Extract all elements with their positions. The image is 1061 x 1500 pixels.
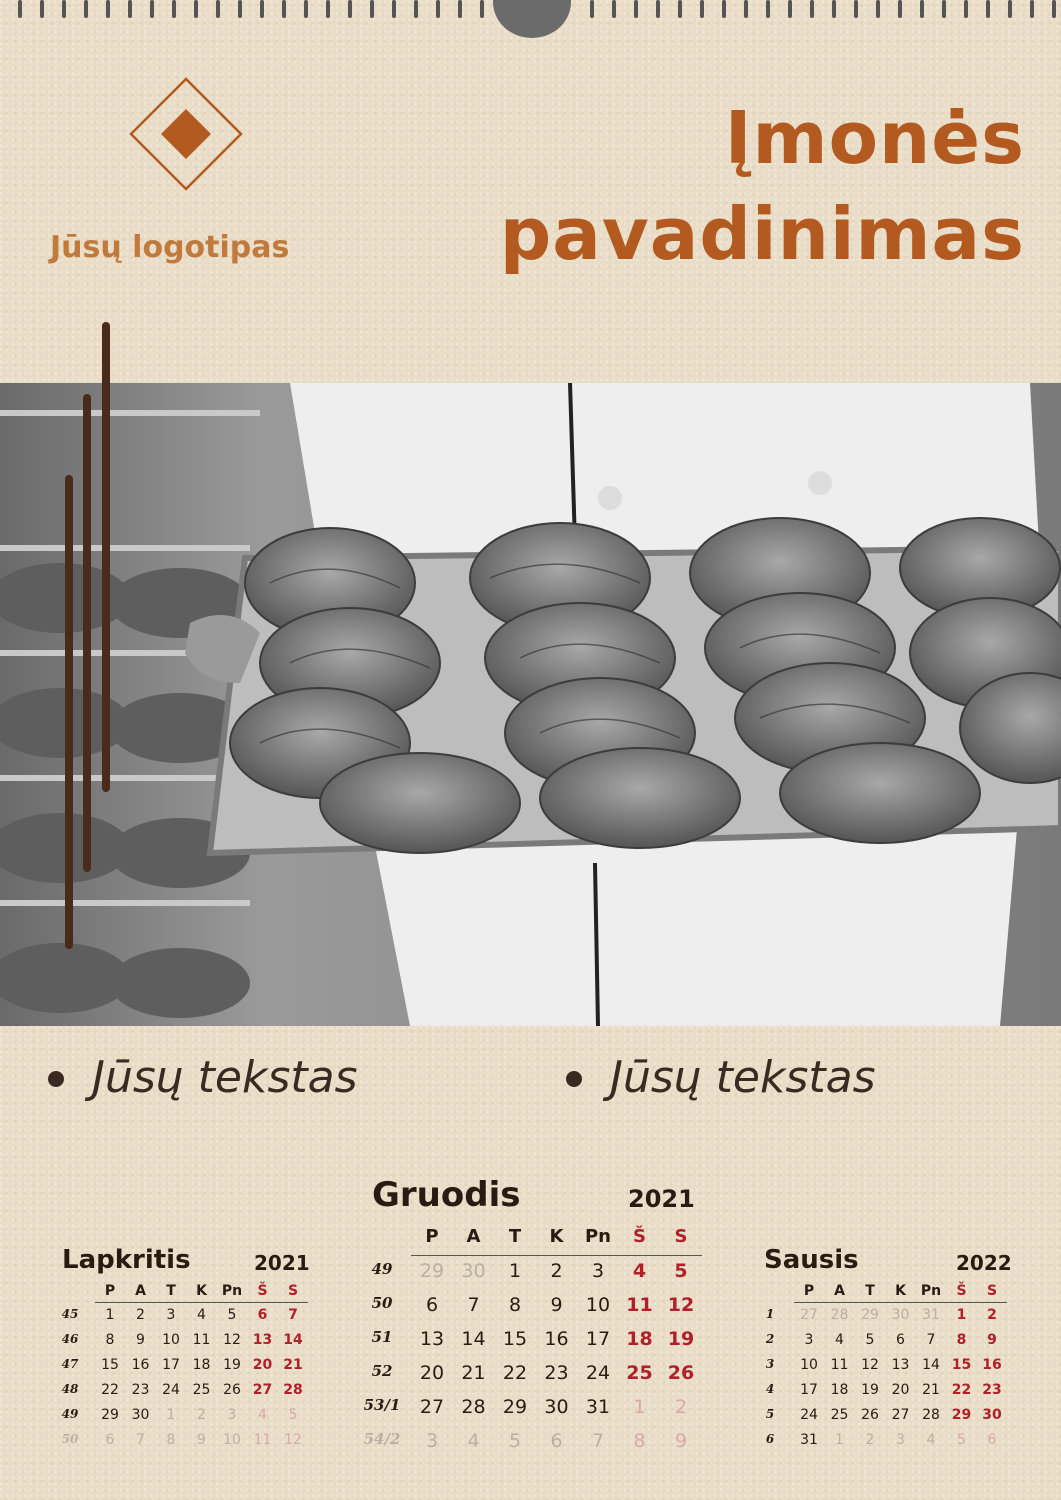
bullet-dot-1 — [48, 1071, 64, 1087]
day-cell: 2 — [550, 1260, 563, 1282]
day-cell: 5 — [227, 1307, 237, 1323]
week-number: 49 — [371, 1260, 393, 1278]
day-cell: 26 — [861, 1407, 879, 1423]
day-cell: 3 — [896, 1432, 905, 1448]
spiral-ring — [62, 0, 66, 18]
weekday-header: T — [166, 1283, 176, 1299]
day-cell: 7 — [926, 1332, 936, 1348]
day-cell: 31 — [585, 1396, 611, 1418]
spiral-ring — [744, 0, 748, 18]
week-number: 54/2 — [363, 1430, 401, 1448]
spiral-ring — [1030, 0, 1034, 18]
day-cell: 28 — [922, 1407, 940, 1423]
spiral-ring — [876, 0, 880, 18]
spiral-ring — [414, 0, 418, 18]
spiral-ring — [986, 0, 990, 18]
day-cell: 17 — [162, 1357, 180, 1373]
month-name: Sausis — [764, 1245, 859, 1275]
week-number: 1 — [765, 1307, 775, 1321]
week-number: 52 — [371, 1362, 393, 1380]
spiral-ring — [304, 0, 308, 18]
spiral-ring — [612, 0, 616, 18]
week-number: 47 — [61, 1357, 79, 1371]
day-cell: 10 — [585, 1294, 611, 1316]
spiral-ring — [854, 0, 858, 18]
day-cell: 27 — [419, 1396, 445, 1418]
day-cell: 4 — [467, 1430, 480, 1452]
weekday-header: K — [895, 1283, 906, 1299]
logo-diamond-icon — [128, 76, 244, 192]
day-cell: 11 — [253, 1432, 272, 1448]
spiral-ring — [1052, 0, 1056, 18]
month-year: 2021 — [254, 1251, 310, 1275]
week-number: 45 — [61, 1307, 79, 1321]
weekday-header: P — [104, 1283, 116, 1299]
spiral-ring — [656, 0, 660, 18]
decor-bar-1 — [102, 322, 110, 792]
day-cell: 21 — [461, 1362, 486, 1384]
day-cell: 15 — [101, 1357, 119, 1373]
day-cell: 16 — [544, 1328, 569, 1350]
week-number: 50 — [61, 1432, 79, 1446]
day-cell: 14 — [922, 1357, 940, 1373]
day-cell: 30 — [891, 1307, 910, 1323]
decor-bar-2 — [83, 394, 91, 872]
day-cell: 1 — [105, 1307, 115, 1323]
spiral-ring — [370, 0, 374, 18]
spiral-ring — [392, 0, 396, 18]
day-cell: 2 — [197, 1407, 206, 1423]
day-cell: 27 — [252, 1382, 273, 1398]
day-cell: 8 — [956, 1332, 967, 1348]
day-cell: 19 — [861, 1382, 879, 1398]
spiral-ring — [964, 0, 968, 18]
month-year: 2022 — [956, 1251, 1012, 1275]
day-cell: 29 — [951, 1407, 972, 1423]
day-cell: 18 — [626, 1328, 653, 1350]
weekday-header: P — [803, 1283, 815, 1299]
day-cell: 3 — [804, 1332, 814, 1348]
weekday-header: K — [549, 1226, 564, 1247]
header-rule — [794, 1302, 1008, 1303]
day-cell: 24 — [162, 1382, 180, 1398]
day-cell: 4 — [632, 1260, 647, 1282]
weekday-header: Pn — [221, 1283, 243, 1299]
weekday-header: T — [865, 1283, 875, 1299]
day-cell: 5 — [865, 1332, 875, 1348]
day-cell: 14 — [283, 1332, 303, 1348]
day-cell: 22 — [502, 1362, 528, 1384]
day-cell: 27 — [891, 1407, 910, 1423]
day-cell: 26 — [223, 1382, 241, 1398]
day-cell: 2 — [865, 1432, 875, 1448]
weekday-header: Pn — [920, 1283, 942, 1299]
week-number: 6 — [765, 1432, 775, 1446]
day-cell: 16 — [982, 1357, 1002, 1373]
day-cell: 11 — [192, 1332, 211, 1348]
day-cell: 20 — [891, 1382, 910, 1398]
day-cell: 12 — [667, 1294, 695, 1316]
day-cell: 29 — [101, 1407, 119, 1423]
day-cell: 10 — [800, 1357, 818, 1373]
day-cell: 15 — [502, 1328, 528, 1350]
spiral-ring — [810, 0, 814, 18]
day-cell: 6 — [550, 1430, 563, 1452]
day-cell: 3 — [425, 1430, 439, 1452]
day-cell: 25 — [192, 1382, 211, 1398]
day-cell: 21 — [283, 1357, 303, 1373]
company-name-line1: Įmonės — [724, 96, 1025, 180]
bullet-dot-2 — [566, 1071, 582, 1087]
day-cell: 19 — [667, 1328, 695, 1350]
spiral-ring — [282, 0, 286, 18]
weekday-header: K — [196, 1283, 207, 1299]
spiral-ring — [678, 0, 682, 18]
spiral-ring — [766, 0, 770, 18]
day-cell: 23 — [131, 1382, 150, 1398]
spiral-ring — [1008, 0, 1012, 18]
day-cell: 1 — [508, 1260, 522, 1282]
spiral-ring — [150, 0, 154, 18]
day-cell: 3 — [591, 1260, 605, 1282]
week-number: 46 — [61, 1332, 79, 1346]
day-cell: 7 — [288, 1307, 298, 1323]
spiral-ring — [920, 0, 924, 18]
day-cell: 12 — [284, 1432, 302, 1448]
day-cell: 2 — [987, 1307, 997, 1323]
spiral-ring — [700, 0, 704, 18]
day-cell: 9 — [136, 1332, 145, 1348]
day-cell: 30 — [982, 1407, 1002, 1423]
weekday-header: Š — [257, 1283, 268, 1299]
spiral-ring — [722, 0, 726, 18]
spiral-ring — [634, 0, 638, 18]
day-cell: 5 — [957, 1432, 966, 1448]
day-cell: 19 — [223, 1357, 241, 1373]
day-cell: 8 — [633, 1430, 646, 1452]
spiral-ring — [216, 0, 220, 18]
spiral-ring — [436, 0, 440, 18]
day-cell: 17 — [800, 1382, 818, 1398]
day-cell: 13 — [419, 1328, 445, 1350]
spiral-ring — [590, 0, 594, 18]
day-cell: 18 — [830, 1382, 849, 1398]
day-cell: 12 — [223, 1332, 241, 1348]
day-cell: 18 — [192, 1357, 211, 1373]
day-cell: 2 — [674, 1396, 688, 1418]
day-cell: 1 — [956, 1307, 967, 1323]
day-cell: 28 — [283, 1382, 303, 1398]
day-cell: 10 — [223, 1432, 241, 1448]
day-cell: 4 — [258, 1407, 267, 1423]
spiral-ring — [898, 0, 902, 18]
day-cell: 1 — [835, 1432, 844, 1448]
day-cell: 9 — [987, 1332, 997, 1348]
spiral-ring — [788, 0, 792, 18]
day-cell: 21 — [922, 1382, 940, 1398]
spiral-ring — [84, 0, 88, 18]
day-cell: 3 — [227, 1407, 237, 1423]
week-number: 49 — [61, 1407, 79, 1421]
weekday-header: T — [508, 1226, 522, 1247]
day-cell: 7 — [467, 1294, 480, 1316]
day-cell: 30 — [544, 1396, 569, 1418]
day-cell: 8 — [166, 1432, 176, 1448]
spiral-ring — [40, 0, 44, 18]
decor-bar-3 — [65, 475, 73, 949]
day-cell: 20 — [252, 1357, 273, 1373]
spiral-ring — [326, 0, 330, 18]
day-cell: 10 — [162, 1332, 180, 1348]
week-number: 50 — [371, 1294, 393, 1312]
day-cell: 6 — [987, 1432, 997, 1448]
weekday-header: A — [135, 1283, 146, 1299]
spiral-ring — [348, 0, 352, 18]
day-cell: 7 — [591, 1430, 605, 1452]
day-cell: 9 — [674, 1430, 688, 1452]
day-cell: 13 — [252, 1332, 273, 1348]
month-year: 2021 — [628, 1185, 695, 1213]
company-name — [500, 90, 1025, 282]
day-cell: 3 — [166, 1307, 176, 1323]
weekday-header: S — [986, 1283, 998, 1299]
day-cell: 6 — [896, 1332, 905, 1348]
week-number: 4 — [765, 1382, 775, 1396]
day-cell: 17 — [585, 1328, 611, 1350]
week-number: 51 — [371, 1328, 393, 1346]
day-cell: 8 — [105, 1332, 115, 1348]
weekday-header: Š — [956, 1283, 967, 1299]
day-cell: 30 — [131, 1407, 150, 1423]
logo-text: Jūsų logotipas — [50, 230, 290, 265]
day-cell: 7 — [136, 1432, 145, 1448]
day-cell: 9 — [197, 1432, 206, 1448]
day-cell: 20 — [419, 1362, 445, 1384]
spiral-ring — [172, 0, 176, 18]
day-cell: 24 — [800, 1407, 818, 1423]
day-cell: 27 — [800, 1307, 818, 1323]
day-cell: 29 — [861, 1307, 879, 1323]
header-rule — [411, 1255, 702, 1256]
company-name-line2: pavadinimas — [499, 192, 1025, 276]
week-number: 48 — [61, 1382, 79, 1396]
day-cell: 5 — [288, 1407, 298, 1423]
spiral-ring — [260, 0, 264, 18]
day-cell: 4 — [197, 1307, 206, 1323]
spiral-ring — [238, 0, 242, 18]
day-cell: 4 — [926, 1432, 936, 1448]
day-cell: 1 — [633, 1396, 646, 1418]
day-cell: 6 — [105, 1432, 115, 1448]
day-cell: 1 — [166, 1407, 176, 1423]
day-cell: 12 — [861, 1357, 879, 1373]
month-name: Gruodis — [372, 1175, 521, 1215]
day-cell: 6 — [425, 1294, 439, 1316]
day-cell: 5 — [508, 1430, 522, 1452]
weekday-header: S — [674, 1226, 688, 1247]
week-number: 5 — [765, 1407, 775, 1421]
text-placeholder-1: Jūsų tekstas — [92, 1052, 358, 1103]
day-cell: 15 — [951, 1357, 972, 1373]
day-cell: 11 — [626, 1294, 653, 1316]
spiral-ring — [832, 0, 836, 18]
weekday-header: A — [466, 1226, 481, 1247]
text-placeholder-2: Jūsų tekstas — [610, 1052, 876, 1103]
day-cell: 16 — [131, 1357, 150, 1373]
spiral-ring — [480, 0, 484, 18]
month-name: Lapkritis — [62, 1245, 191, 1275]
day-cell: 8 — [508, 1294, 522, 1316]
day-cell: 2 — [136, 1307, 145, 1323]
day-cell: 31 — [800, 1432, 818, 1448]
day-cell: 26 — [667, 1362, 695, 1384]
day-cell: 6 — [257, 1307, 268, 1323]
bakery-photo — [0, 383, 1061, 1026]
day-cell: 29 — [419, 1260, 445, 1282]
day-cell: 22 — [951, 1382, 972, 1398]
day-cell: 14 — [461, 1328, 486, 1350]
header-rule — [95, 1302, 309, 1303]
week-number: 53/1 — [363, 1396, 401, 1414]
day-cell: 31 — [922, 1307, 940, 1323]
day-cell: 28 — [830, 1307, 849, 1323]
day-cell: 29 — [502, 1396, 528, 1418]
day-cell: 25 — [830, 1407, 849, 1423]
day-cell: 5 — [674, 1260, 688, 1282]
day-cell: 13 — [891, 1357, 910, 1373]
day-cell: 11 — [830, 1357, 849, 1373]
day-cell: 23 — [982, 1382, 1002, 1398]
day-cell: 25 — [626, 1362, 653, 1384]
weekday-header: P — [425, 1226, 439, 1247]
spiral-ring — [18, 0, 22, 18]
spiral-ring — [128, 0, 132, 18]
spiral-ring — [106, 0, 110, 18]
weekday-header: Š — [633, 1226, 646, 1247]
day-cell: 9 — [550, 1294, 563, 1316]
day-cell: 4 — [835, 1332, 844, 1348]
spiral-ring — [194, 0, 198, 18]
day-cell: 28 — [461, 1396, 486, 1418]
weekday-header: A — [834, 1283, 845, 1299]
day-cell: 23 — [544, 1362, 569, 1384]
day-cell: 30 — [461, 1260, 486, 1282]
week-number: 2 — [765, 1332, 775, 1346]
spiral-ring — [942, 0, 946, 18]
week-number: 3 — [765, 1357, 775, 1371]
weekday-header: S — [287, 1283, 299, 1299]
day-cell: 22 — [101, 1382, 119, 1398]
spiral-ring — [458, 0, 462, 18]
weekday-header: Pn — [584, 1226, 611, 1247]
day-cell: 24 — [585, 1362, 611, 1384]
